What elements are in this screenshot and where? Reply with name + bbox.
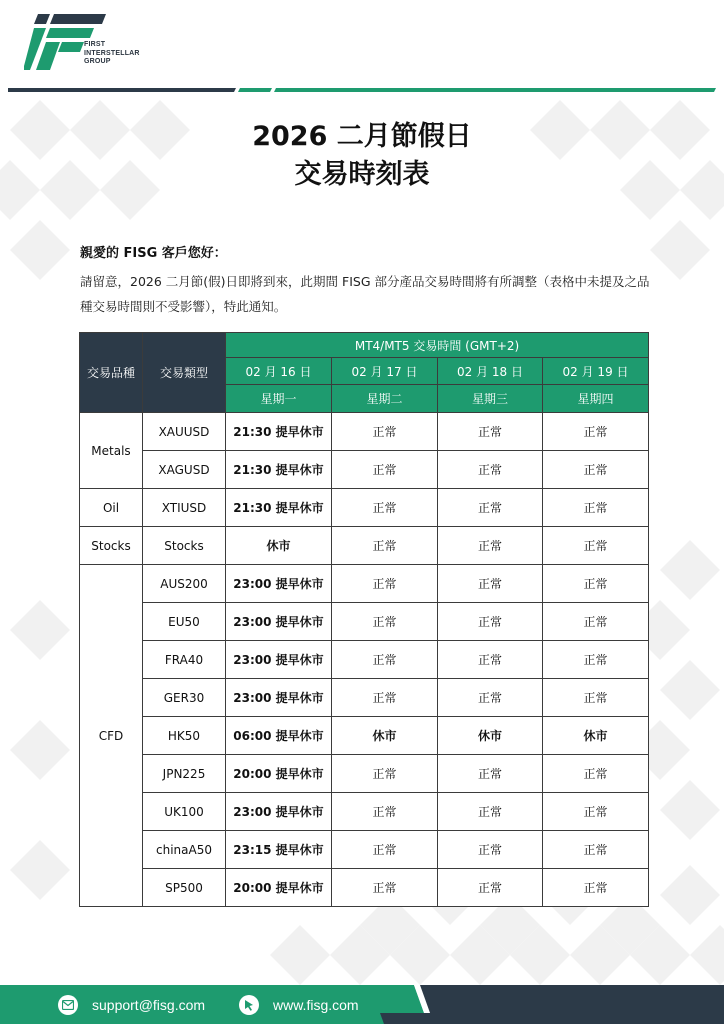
footer-website[interactable] [239, 994, 359, 1016]
schedule-cell: 正常 [543, 679, 649, 717]
footer-email[interactable] [58, 994, 205, 1016]
schedule-cell: 正常 [438, 869, 543, 907]
header-weekday: 星期二 [332, 385, 438, 413]
table-row [80, 869, 649, 907]
schedule-cell: 正常 [543, 527, 649, 565]
schedule-cell: 23:15 提早休市 [226, 831, 332, 869]
title-line-1: 2026 二月節假日 [252, 121, 472, 152]
schedule-cell: 正常 [438, 641, 543, 679]
cursor-icon [239, 995, 259, 1015]
table-row [80, 793, 649, 831]
page-title [0, 118, 724, 194]
instrument-cell: XTIUSD [143, 489, 226, 527]
footer-website-text[interactable]: www.fisg.com [273, 997, 359, 1013]
schedule-cell: 20:00 提早休市 [226, 869, 332, 907]
header-date: 02 月 19 日 [543, 358, 649, 385]
schedule-cell: 正常 [543, 489, 649, 527]
header-weekday: 星期一 [226, 385, 332, 413]
instrument-cell: chinaA50 [143, 831, 226, 869]
schedule-cell: 正常 [332, 831, 438, 869]
schedule-cell: 正常 [438, 451, 543, 489]
table-body [80, 413, 649, 907]
header-divider [8, 86, 716, 94]
schedule-cell: 正常 [543, 755, 649, 793]
schedule-cell: 23:00 提早休市 [226, 603, 332, 641]
instrument-cell: XAGUSD [143, 451, 226, 489]
table-row [80, 489, 649, 527]
table-row [80, 527, 649, 565]
title-line-2: 交易時刻表 [294, 159, 430, 190]
schedule-cell: 正常 [543, 565, 649, 603]
instrument-cell: JPN225 [143, 755, 226, 793]
schedule-cell: 正常 [438, 755, 543, 793]
header-date: 02 月 18 日 [438, 358, 543, 385]
instrument-cell: SP500 [143, 869, 226, 907]
schedule-cell: 21:30 提早休市 [226, 451, 332, 489]
header-product: 交易品種 [80, 333, 143, 413]
table-row [80, 565, 649, 603]
product-group-cell: Oil [80, 489, 143, 527]
schedule-cell: 正常 [438, 565, 543, 603]
schedule-cell: 正常 [543, 603, 649, 641]
table-row [80, 755, 649, 793]
table-row [80, 679, 649, 717]
schedule-cell: 正常 [332, 413, 438, 451]
header-date: 02 月 17 日 [332, 358, 438, 385]
schedule-cell: 正常 [438, 527, 543, 565]
schedule-cell: 正常 [438, 603, 543, 641]
header-weekday: 星期四 [543, 385, 649, 413]
email-icon [58, 995, 78, 1015]
header-date: 02 月 16 日 [226, 358, 332, 385]
schedule-cell: 正常 [332, 451, 438, 489]
footer-email-text[interactable]: support@fisg.com [92, 997, 206, 1013]
notice-text: 請留意，2026 二月節(假)日即將到來，此期間 FISG 部分產品交易時間將有所調整（表格中未提及之品種交易時間則不受影響），特此通知。 [80, 274, 650, 314]
schedule-cell: 正常 [438, 489, 543, 527]
trading-schedule-table [79, 332, 649, 907]
table-row [80, 413, 649, 451]
table-row [80, 451, 649, 489]
schedule-cell: 21:30 提早休市 [226, 489, 332, 527]
schedule-cell: 正常 [543, 451, 649, 489]
product-group-cell: CFD [80, 565, 143, 907]
schedule-cell: 休市 [332, 717, 438, 755]
instrument-cell: Stocks [143, 527, 226, 565]
schedule-cell: 23:00 提早休市 [226, 679, 332, 717]
schedule-cell: 正常 [543, 413, 649, 451]
product-group-cell: Stocks [80, 527, 143, 565]
schedule-cell: 正常 [438, 679, 543, 717]
table-row [80, 603, 649, 641]
instrument-cell: XAUUSD [143, 413, 226, 451]
header-trading-time: MT4/MT5 交易時間 (GMT+2) [226, 333, 649, 358]
schedule-cell: 休市 [226, 527, 332, 565]
header-type: 交易類型 [143, 333, 226, 413]
schedule-cell: 正常 [332, 565, 438, 603]
instrument-cell: UK100 [143, 793, 226, 831]
header-weekday: 星期三 [438, 385, 543, 413]
schedule-cell: 21:30 提早休市 [226, 413, 332, 451]
schedule-cell: 正常 [332, 489, 438, 527]
instrument-cell: GER30 [143, 679, 226, 717]
schedule-cell: 正常 [543, 831, 649, 869]
instrument-cell: FRA40 [143, 641, 226, 679]
schedule-cell: 正常 [332, 641, 438, 679]
schedule-cell: 23:00 提早休市 [226, 641, 332, 679]
schedule-cell: 正常 [332, 793, 438, 831]
schedule-cell: 休市 [438, 717, 543, 755]
schedule-cell: 23:00 提早休市 [226, 793, 332, 831]
schedule-cell: 正常 [332, 603, 438, 641]
schedule-cell: 正常 [543, 641, 649, 679]
greeting: 親愛的 FISG 客戶您好： [80, 246, 227, 261]
instrument-cell: EU50 [143, 603, 226, 641]
instrument-cell: HK50 [143, 717, 226, 755]
schedule-cell: 正常 [332, 679, 438, 717]
table-row [80, 717, 649, 755]
schedule-cell: 20:00 提早休市 [226, 755, 332, 793]
schedule-cell: 正常 [332, 869, 438, 907]
schedule-cell: 23:00 提早休市 [226, 565, 332, 603]
product-group-cell: Metals [80, 413, 143, 489]
logo-wordmark: FIRST INTERSTELLAR GROUP [84, 41, 140, 65]
schedule-cell: 06:00 提早休市 [226, 717, 332, 755]
schedule-cell: 正常 [543, 869, 649, 907]
schedule-cell: 正常 [332, 527, 438, 565]
schedule-cell: 正常 [332, 755, 438, 793]
schedule-cell: 正常 [543, 793, 649, 831]
schedule-cell: 正常 [438, 793, 543, 831]
table-row [80, 641, 649, 679]
table-row [80, 831, 649, 869]
schedule-cell: 正常 [438, 413, 543, 451]
schedule-cell: 正常 [438, 831, 543, 869]
instrument-cell: AUS200 [143, 565, 226, 603]
schedule-cell: 休市 [543, 717, 649, 755]
